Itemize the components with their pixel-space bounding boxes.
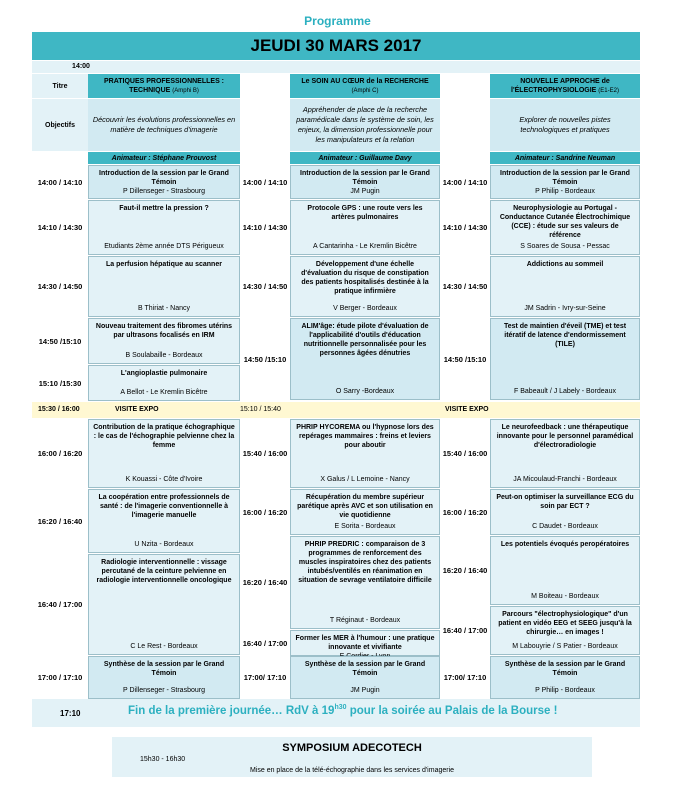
session-cell (290, 630, 440, 656)
session-speaker: V Berger - Bordeaux (333, 305, 397, 312)
session-speaker: P Dillenseger - Strasbourg (123, 687, 205, 694)
titre-label: Titre (32, 74, 88, 98)
track-title: Le SOIN AU CŒUR de la RECHERCHE (Amphi C) (290, 74, 440, 98)
session-speaker: JM Sadrin - Ivry-sur-Seine (524, 305, 606, 312)
session-time: 14:50 /15:10 (38, 336, 82, 346)
session-title: Addictions au sommeil (526, 261, 604, 268)
track-title: PRATIQUES PROFESSIONNELLES : TECHNIQUE (Amphi B) (88, 74, 240, 98)
session-title: Peut-on optimiser la surveillance ECG du soin par ECT ? (496, 494, 634, 510)
session-cell (490, 536, 640, 605)
objectifs-label: Objectifs (32, 99, 88, 151)
session-title: ALIM'âge: étude pilote d'évaluation de l'applicabilité d'outils d'éducation nutritionnelle personnalisée pour les personnes âgées dénutries (301, 323, 429, 357)
session-title: La perfusion hépatique au scanner (106, 261, 222, 268)
session-speaker: P Philip - Bordeaux (535, 188, 595, 195)
start-time: 14:00 (32, 61, 640, 73)
session-time: 17:00 / 17:10 (37, 673, 83, 682)
session-time: 16:00 / 16:20 (442, 507, 488, 517)
session-cell (88, 656, 240, 699)
session-speaker: P Philip - Bordeaux (535, 687, 595, 694)
session-time: 16:40 / 17:00 (242, 638, 288, 648)
session-speaker: S Soares de Sousa - Pessac (520, 243, 610, 250)
session-title: Synthèse de la session par le Grand Témoin (304, 661, 426, 677)
track-objective: Explorer de nouvelles pistes technologiques et pratiques (490, 99, 640, 151)
session-speaker: B Thiriat - Nancy (138, 305, 190, 312)
session-cell (490, 489, 640, 535)
session-speaker: C Le Rest - Bordeaux (130, 643, 198, 650)
session-time: 16:20 / 16:40 (242, 578, 288, 587)
session-cell (490, 656, 640, 699)
session-title: L'angioplastie pulmonaire (120, 370, 208, 377)
track-animator: Animateur : Sandrine Neuman (490, 152, 640, 164)
session-title: Nouveau traitement des fibromes utérins par ultrasons focalisés en IRM (95, 323, 233, 339)
session-time: 15:10 /15:30 (38, 378, 82, 388)
session-time: 16:40 / 17:00 (442, 626, 488, 635)
session-title: Synthèse de la session par le Grand Témoin (103, 661, 225, 677)
session-time: 14:00 / 14:10 (37, 177, 83, 187)
session-time: 15:40 / 16:00 (442, 449, 488, 458)
session-speaker: K Kouassi - Côte d'Ivoire (125, 476, 203, 483)
session-time: 14:30 / 14:50 (242, 282, 288, 291)
session-cell (290, 656, 440, 699)
session-speaker: JA Micoulaud-Franchi - Bordeaux (513, 476, 617, 483)
session-speaker: P Dillenseger - Strasbourg (123, 188, 205, 195)
session-time: 14:30 / 14:50 (37, 282, 83, 291)
session-title: Récupération du membre supérieur parétique après AVC et son utilisation en vie quotidienne (297, 494, 433, 519)
symposium-title: SYMPOSIUM ADECOTECH (282, 742, 422, 754)
session-title: Introduction de la session par le Grand Témoin (500, 170, 630, 186)
session-cell (290, 256, 440, 317)
session-cell (490, 165, 640, 199)
symposium-time: 15h30 - 16h30 (140, 756, 186, 763)
session-cell (490, 606, 640, 655)
session-cell (290, 318, 440, 400)
session-cell (88, 200, 240, 255)
session-title: La coopération entre professionnels de santé : de l'imagerie conventionnelle à l'imagerie manuelle (98, 494, 230, 519)
session-speaker: JM Pugin (350, 687, 380, 694)
track-animator: Animateur : Guillaume Davy (290, 152, 440, 164)
session-speaker: Etudiants 2ème année DTS Périgueux (104, 243, 224, 250)
session-time: 16:00 / 16:20 (242, 507, 288, 517)
session-cell (290, 200, 440, 255)
session-cell (88, 256, 240, 317)
session-cell (88, 165, 240, 199)
session-time: 14:00 / 14:10 (442, 177, 488, 187)
session-time: 17:00/ 17:10 (243, 673, 287, 682)
session-cell (290, 536, 440, 629)
track-objective: Appréhender de place de la recherche paramédicale dans le système de soin, les enjeux, la dimension professionnelle pour les manipulateurs et la relation (290, 99, 440, 151)
session-speaker: A Bellot - Le Kremlin Bicêtre (120, 389, 208, 396)
expo-time-1: 15:30 / 16:00 (38, 406, 80, 413)
session-speaker: M Labouyrie / S Patier - Bordeaux (512, 643, 618, 650)
session-title: Neurophysiologie au Portugal - Conductance Cutanée Électrochimique (CCE) : étude sur ses valeurs de référence (499, 205, 631, 239)
session-time: 16:40 / 17:00 (37, 600, 83, 609)
footer-time: 17:10 (60, 709, 81, 718)
track-animator: Animateur : Stéphane Prouvost (88, 152, 240, 164)
symposium-desc: Mise en place de la télé-échographie dans les services d'imagerie (249, 767, 455, 774)
session-speaker: E Sorita - Bordeaux (334, 523, 396, 530)
session-speaker: U Nzita - Bordeaux (134, 541, 194, 548)
track-objective: Découvrir les évolutions professionnelles en matière de techniques d'imagerie (88, 99, 240, 151)
session-cell (290, 165, 440, 199)
session-title: Synthèse de la session par le Grand Témoin (504, 661, 626, 677)
session-title: Introduction de la session par le Grand Témoin (99, 170, 229, 186)
session-cell (490, 200, 640, 255)
session-title: PHRIP HYCOREMA ou l'hypnose lors des repérages mammaires : freins et leviers pour aboutir (296, 424, 434, 449)
session-title: Développement d'une échelle d'évaluation du risque de constipation des patients hospitalisés destinée à la pratique infirmière (301, 261, 429, 295)
session-speaker: B Soulabaille - Bordeaux (125, 352, 203, 359)
session-time: 16:20 / 16:40 (37, 516, 83, 526)
session-title: Contribution de la pratique échographique : le cas de l'échographie pelvienne chez la femme (93, 424, 235, 449)
expo-label-1: VISITE EXPO (115, 406, 159, 413)
footer-text: Fin de la première journée… RdV à $19^{h30}$ pour la soirée au Palais de la Bourse ! (128, 704, 558, 717)
day-title: JEUDI 30 MARS 2017 (32, 32, 640, 60)
session-speaker: C Daudet - Bordeaux (532, 523, 598, 530)
session-cell (290, 419, 440, 488)
session-title: Test de maintien d'éveil (TME) et test itératif de latence d'endormissement (TILE) (503, 323, 627, 348)
session-cell (88, 554, 240, 655)
expo-label-2: VISITE EXPO (445, 406, 489, 413)
session-cell (490, 318, 640, 400)
session-time: 14:10 / 14:30 (442, 223, 488, 232)
expo-time-2: 15:10 / 15:40 (240, 406, 281, 413)
session-cell (88, 365, 240, 401)
session-cell (490, 256, 640, 317)
session-title: Radiologie interventionnelle : vissage percutané de la ceinture pelvienne en radiologie interventionnelle oncologique (96, 559, 232, 584)
session-title: Les potentiels évoqués peropératoires (500, 541, 630, 548)
session-title: Introduction de la session par le Grand Témoin (300, 170, 430, 186)
session-time: 15:40 / 16:00 (242, 449, 288, 458)
session-title: Former les MER à l'humour : une pratique innovante et vivifiante (295, 635, 435, 651)
session-time: 14:30 / 14:50 (442, 282, 488, 291)
session-time: 16:00 / 16:20 (37, 449, 83, 458)
session-title: Parcours "électrophysiologique" d'un patient en vidéo EEG et SEEG jusqu'à la chirurgie… en images ! (498, 611, 632, 636)
session-time: 14:00 / 14:10 (242, 177, 288, 187)
session-speaker: JM Pugin (350, 188, 380, 195)
session-cell (490, 419, 640, 488)
session-cell (88, 318, 240, 364)
track-title: NOUVELLE APPROCHE de l'ÉLECTROPHYSIOLOGIE (E1-E2) (490, 74, 640, 98)
session-speaker: O Sarry -Bordeaux (335, 388, 395, 395)
programme-label: Programme (304, 14, 371, 28)
session-title: Protocole GPS : une route vers les artères pulmonaires (307, 205, 423, 221)
session-time: 16:20 / 16:40 (442, 566, 488, 575)
session-time: 14:50 /15:10 (443, 354, 487, 364)
session-time: 14:50 /15:10 (243, 354, 287, 364)
session-cell (88, 489, 240, 553)
session-speaker: X Galus / L Lemoine - Nancy (320, 476, 410, 483)
session-cell (88, 419, 240, 488)
session-time: 14:10 / 14:30 (37, 223, 83, 232)
session-time: 17:00/ 17:10 (443, 673, 487, 682)
session-time: 14:10 / 14:30 (242, 223, 288, 232)
session-speaker: A Cantarinha - Le Kremlin Bicêtre (313, 243, 417, 250)
session-speaker: T Réginaut - Bordeaux (329, 617, 401, 624)
session-title: Faut-il mettre la pression ? (119, 205, 209, 212)
session-title: Le neurofeedback : une thérapeutique innovante pour le personnel paramédical d'électroradiologie (496, 424, 634, 449)
session-speaker: F Babeault / J Labely - Bordeaux (514, 388, 616, 395)
session-cell (290, 489, 440, 535)
session-speaker: M Boiteau - Bordeaux (531, 593, 599, 600)
session-title: PHRIP PREDRIC : comparaison de 3 programmes de renforcement des muscles inspiratoires chez des patients intubés/ventilés en réanimation en situation de sevrage ventilatoire difficile (298, 541, 432, 584)
